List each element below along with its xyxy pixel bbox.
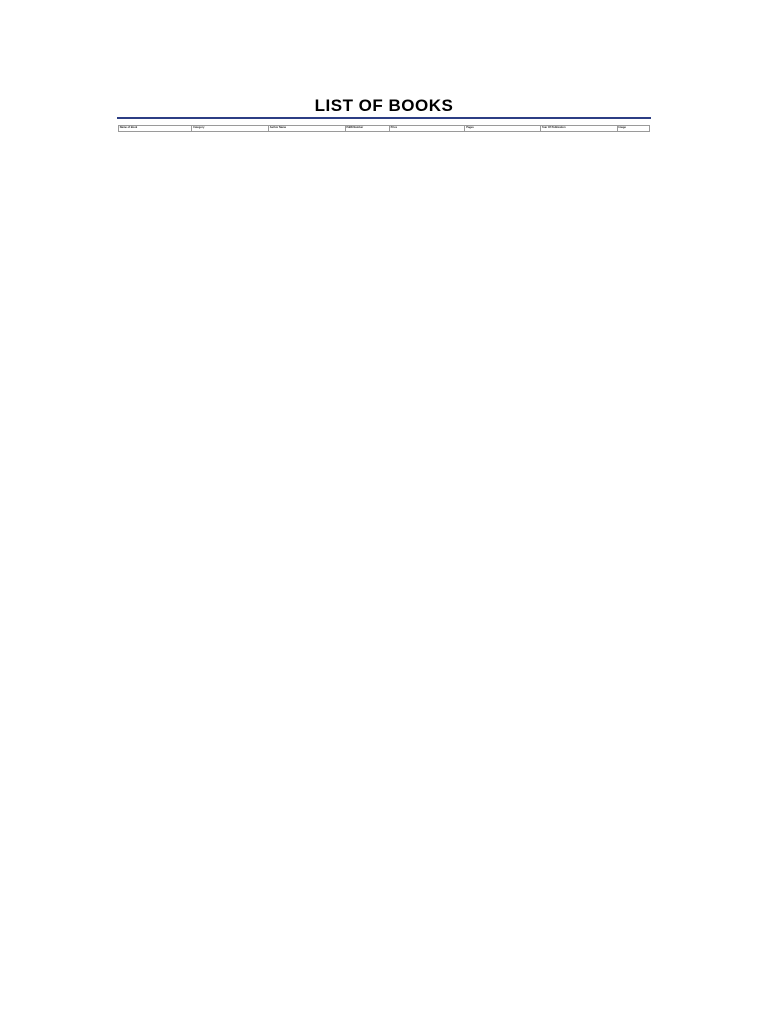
column-header-year: Year Of Publication [540,126,617,132]
column-header-category: Category [192,126,269,132]
column-header-price: Price [389,126,465,132]
page-title: LIST OF BOOKS [314,96,454,115]
column-header-author: Author Name [269,126,346,132]
column-header-image: Image [617,126,649,132]
title-rule [117,117,651,119]
books-table [118,125,650,132]
table-header-row [119,126,650,132]
column-header-pages: Pages [465,126,541,132]
column-header-name: Name of Book [119,126,192,132]
column-header-isbn: ISBN Number [345,126,389,132]
